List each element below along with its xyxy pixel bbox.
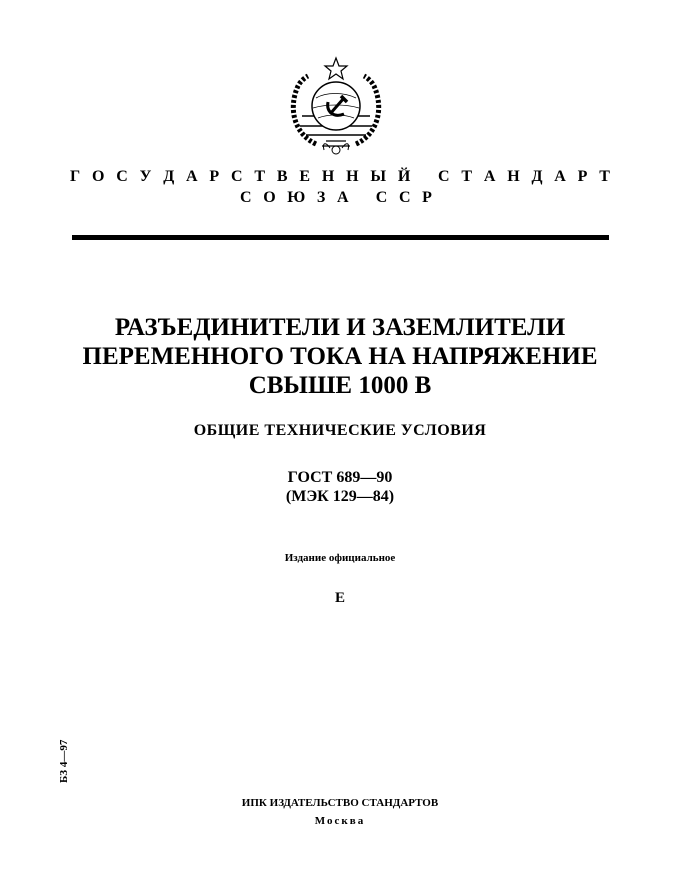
iec-number: (МЭК 129—84): [285, 488, 395, 505]
header-line-ussr: [240, 189, 432, 207]
letter-mark: Е: [334, 590, 345, 606]
header-letter: Й: [397, 168, 411, 185]
header-letter: Е: [299, 168, 311, 185]
header-letter: Д: [163, 168, 175, 185]
title-line-1: РАЗЪЕДИНИТЕЛИ И ЗАЗЕМЛИТЕЛИ: [114, 314, 566, 341]
header-letter: А: [554, 168, 566, 185]
header-letter: [360, 189, 364, 207]
title-line-2: ПЕРЕМЕННОГО ТОКА НА НАПРЯЖЕНИЕ: [82, 343, 598, 370]
header-letter: Ы: [370, 168, 387, 185]
header-letter: О: [92, 168, 105, 185]
header-letter: Р: [422, 189, 432, 206]
header-letter: Н: [321, 168, 335, 185]
ussr-state-emblem-icon: [286, 56, 386, 156]
header-letter: Н: [346, 168, 359, 185]
header-letter: Д: [531, 168, 543, 185]
header-letter: Г: [70, 168, 81, 185]
header-letter: А: [483, 168, 496, 185]
header-letter: С: [240, 189, 252, 206]
title-line-3: СВЫШЕ 1000 В: [248, 372, 432, 399]
header-letter: С: [437, 168, 450, 185]
header-letter: У: [139, 168, 152, 185]
header-letter: З: [316, 189, 326, 206]
header-letter: В: [276, 168, 288, 185]
gost-number: ГОСТ 689—90: [287, 469, 393, 486]
header-divider: [72, 235, 609, 240]
header-letter: Р: [209, 168, 220, 185]
header-line-state-standard: [70, 168, 610, 186]
standard-number: [0, 468, 680, 506]
header-letter: А: [186, 168, 198, 185]
header-letter: Р: [577, 168, 588, 185]
header-letter: С: [116, 168, 128, 185]
document-subtitle: ОБЩИЕ ТЕХНИЧЕСКИЕ УСЛОВИЯ: [193, 422, 487, 439]
header-letter: О: [263, 189, 276, 206]
header-letter: С: [398, 189, 411, 206]
header-letter: Н: [507, 168, 520, 185]
header-letter: Т: [254, 168, 266, 185]
edition-note: Издание официальное: [284, 552, 396, 564]
header-letter: [422, 168, 426, 186]
side-code: БЗ 4—97: [58, 739, 70, 783]
header-letter: Ю: [287, 189, 306, 206]
publisher-city: Москва: [314, 815, 366, 827]
publisher-name: ИПК ИЗДАТЕЛЬСТВО СТАНДАРТОВ: [241, 797, 439, 809]
document-title: [0, 313, 680, 400]
header-letter: С: [375, 189, 388, 206]
header-letter: А: [336, 189, 349, 206]
header-letter: Т: [461, 168, 473, 185]
header-letter: С: [231, 168, 243, 185]
header-letter: Т: [599, 168, 610, 185]
